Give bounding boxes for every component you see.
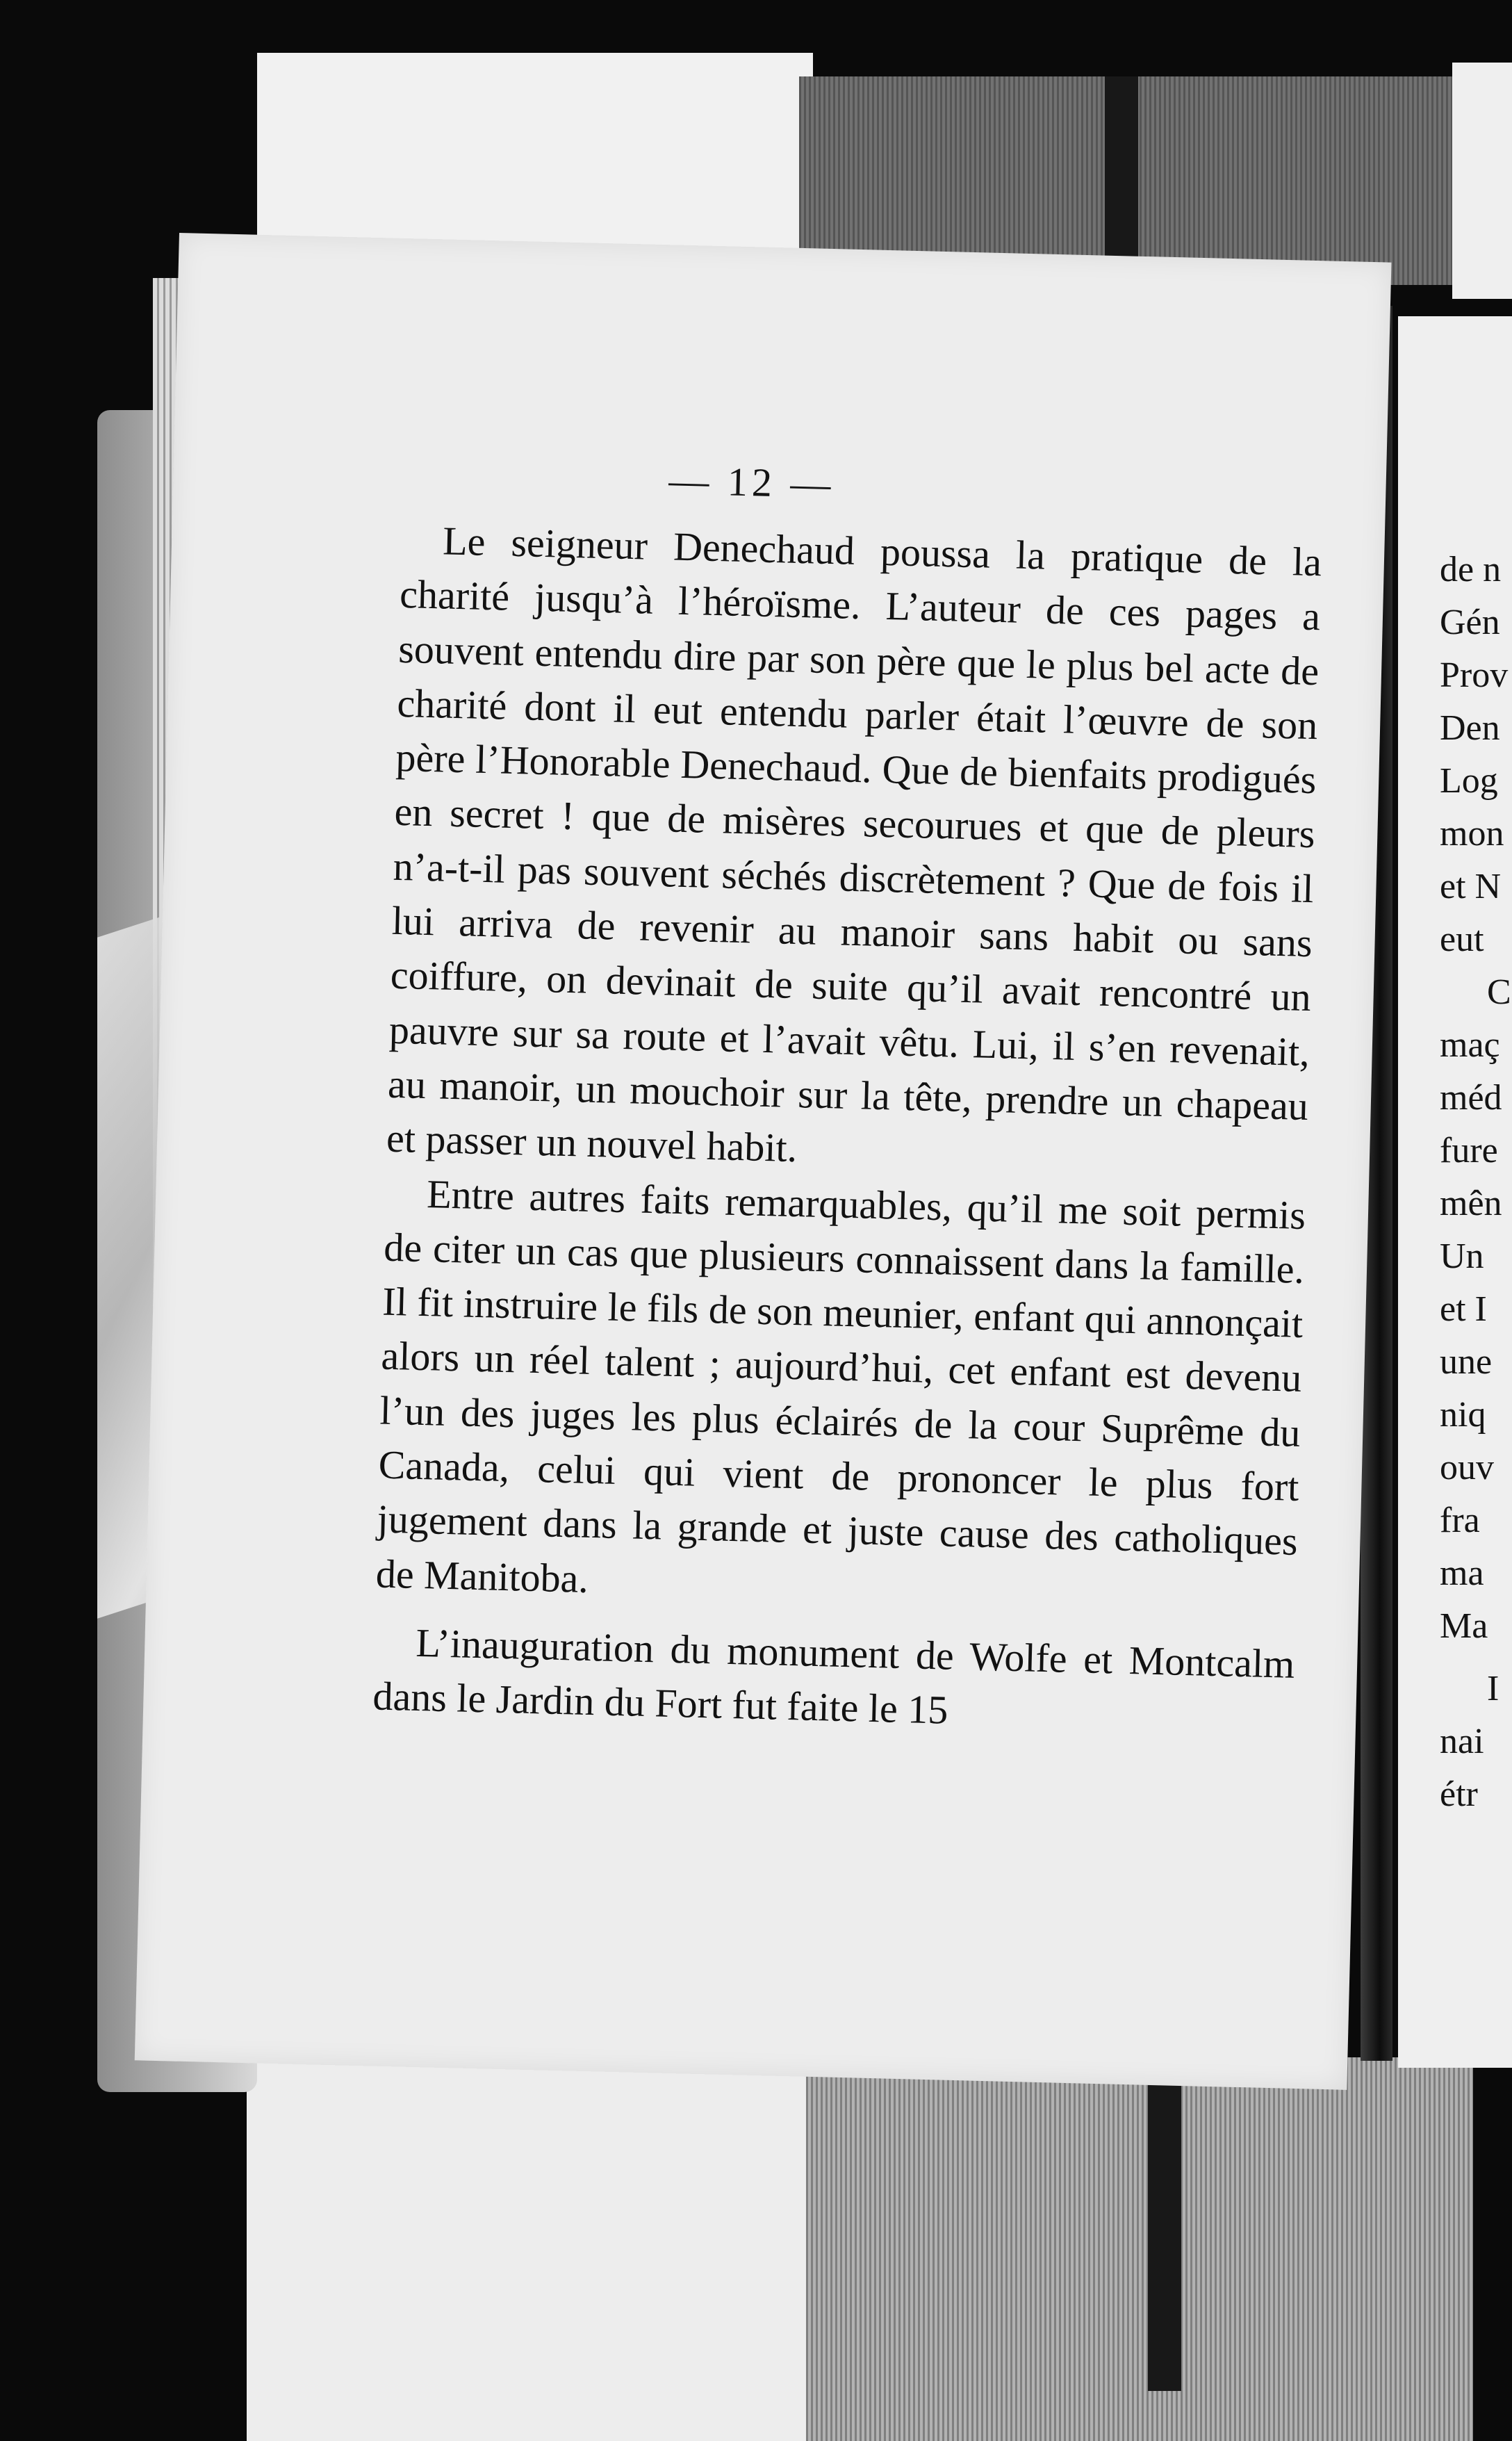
facing-fragment: et I — [1440, 1289, 1487, 1329]
book-page — [135, 233, 1392, 2090]
paper-slip-bottom — [247, 2036, 810, 2441]
facing-fragment: niq — [1440, 1395, 1486, 1435]
facing-fragment: I — [1487, 1669, 1499, 1708]
facing-fragment: Log — [1440, 761, 1498, 801]
facing-fragment: ma — [1440, 1553, 1484, 1593]
facing-fragment: fure — [1440, 1131, 1498, 1170]
facing-fragment: et N — [1440, 867, 1502, 906]
facing-fragment: eut — [1440, 920, 1484, 959]
facing-fragment: de n — [1440, 550, 1502, 589]
facing-fragment: méd — [1440, 1078, 1502, 1118]
facing-fragment: une — [1440, 1342, 1493, 1382]
facing-fragment: ouv — [1440, 1448, 1494, 1487]
facing-fragment: mon — [1440, 814, 1504, 854]
facing-fragment: nai — [1440, 1722, 1484, 1761]
paragraph: Le seigneur Denechaud poussa la pratique de la charité jusqu’à l’héroïsme. L’auteur de ces pages a souvent entendu dire par son père que le plus bel acte de charité dont il eut entendu parler était l’œuvre de son père l’Honorable Denechaud. Que de bienfaits prodigués en secret ! que de misères secourues et que de pleurs n’a-t-il pas souvent séchés discrètement ? Que de fois il lui arriva de revenir au manoir sans habit ou sans coiffure, on devinait de suite qu’il avait rencontré un pauvre sur sa route et l’avait vêtu. Lui, il s’en revenait, au manoir, un mouchoir sur la tête, prendre un chapeau et passer un nouvel habit. — [386, 518, 1322, 1171]
facing-fragment: C — [1487, 972, 1511, 1012]
facing-fragment: Prov — [1440, 655, 1509, 695]
facing-fragment: Den — [1440, 708, 1500, 748]
facing-fragment: mên — [1440, 1184, 1502, 1223]
paragraph: L’inauguration du monument de Wolfe et Montcalm dans le Jardin du Fort fut faite le 15 — [372, 1619, 1295, 1733]
facing-fragment: Un — [1440, 1236, 1484, 1276]
page-number: — 12 — — [668, 457, 836, 507]
facing-fragment: fra — [1440, 1501, 1480, 1540]
page-body — [372, 513, 1322, 1746]
book-cover-cloth-bottom — [806, 2057, 1473, 2441]
facing-fragment: Gén — [1440, 603, 1500, 642]
facing-fragment: étr — [1440, 1774, 1478, 1814]
facing-fragment: Ma — [1440, 1606, 1488, 1646]
paper-slip-right — [1452, 63, 1512, 299]
facing-fragment: maç — [1440, 1025, 1500, 1065]
paragraph: Entre autres faits remarquables, qu’il me soit permis de citer un cas que plusieurs connaissent dans la famille. Il fit instruire le fils de son meunier, enfant qui annonçait alors un réel talent ; aujourd’hui, cet enfant est devenu l’un des juges les plus éclairés de la cour Suprême du Canada, celui qui vient de prononcer le plus fort jugement dans la grande et juste cause des catholiques de Manitoba. — [375, 1170, 1306, 1601]
bookmark-ribbon-bottom — [1148, 2057, 1181, 2391]
